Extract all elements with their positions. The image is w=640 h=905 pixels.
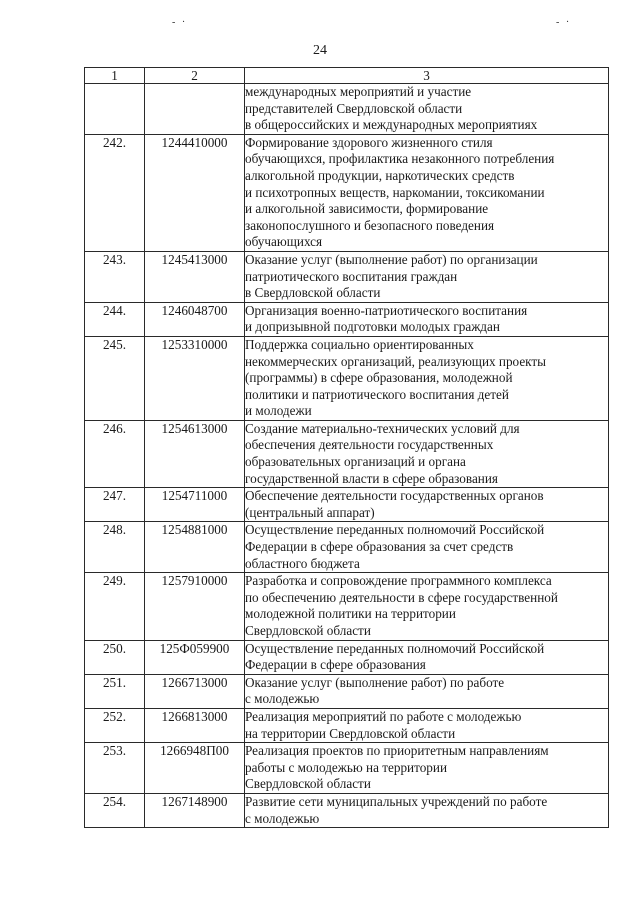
row-code: 1257910000 [145,573,245,640]
table-row [85,708,609,742]
row-description [245,134,609,251]
row-code: 1253310000 [145,336,245,420]
text-line: международных мероприятий и участие [245,84,472,99]
table-row [85,793,609,827]
row-code: 1246048700 [145,302,245,336]
top-scan-marks [0,18,640,28]
row-number: 242. [85,134,145,251]
text-line: Оказание услуг (выполнение работ) по организации [245,251,538,267]
text-line: Реализация мероприятий по работе с молодежью [245,708,522,724]
row-code: 1245413000 [145,251,245,302]
text-line: работы с молодежью на территории [245,759,448,775]
table-row [85,743,609,794]
text-line: представителей Свердловской области [245,100,463,116]
text-line: образовательных организаций и органа [245,454,466,470]
document-table [84,67,609,828]
text-line: молодежной политики на территории [245,606,456,622]
text-line: обучающихся, профилактика незаконного потребления [245,151,555,167]
row-code: 1266713000 [145,674,245,708]
row-description [245,674,609,708]
continuation-num-cell [85,84,145,135]
row-code: 1266813000 [145,708,245,742]
row-number: 252. [85,708,145,742]
text-line: Организация военно-патриотического воспитания [245,302,528,318]
text-line: Федерации в сфере образования за счет средств [245,539,514,555]
row-number: 253. [85,743,145,794]
row-description [245,336,609,420]
text-line: Разработка и сопровождение программного комплекса [245,573,552,589]
continuation-code-cell [145,84,245,135]
row-description [245,420,609,487]
text-line: патриотического воспитания граждан [245,268,458,284]
row-code: 1267148900 [145,793,245,827]
row-number: 244. [85,302,145,336]
header-col-3: 3 [245,68,609,84]
text-line: и допризывной подготовки молодых граждан [245,319,500,335]
text-line: Федерации в сфере образования [245,657,426,673]
row-number: 249. [85,573,145,640]
text-line: Развитие сети муниципальных учреждений по работе [245,793,548,809]
text-line: Осуществление переданных полномочий Российской [245,522,545,538]
row-description [245,793,609,827]
table-row [85,302,609,336]
table-row [85,134,609,251]
row-number: 243. [85,251,145,302]
row-number: 247. [85,488,145,522]
header-col-1: 1 [85,68,145,84]
table-row [85,488,609,522]
row-number: 246. [85,420,145,487]
text-line: Формирование здорового жизненного стиля [245,134,493,150]
text-line: Осуществление переданных полномочий Российской [245,640,545,656]
text-line: некоммерческих организаций, реализующих проекты [245,353,547,369]
text-line: Обеспечение деятельности государственных органов [245,488,544,504]
table-row [85,674,609,708]
text-line: областного бюджета [245,555,360,571]
text-line: законопослушного и безопасного поведения [245,217,495,233]
text-line: государственной власти в сфере образования [245,470,498,486]
table-row [85,573,609,640]
text-line: политики и патриотического воспитания детей [245,386,509,402]
page-number: 24 [313,43,327,58]
text-line: обучающихся [245,234,323,250]
text-line: Свердловской области [245,776,371,792]
text-line: и молодежи [245,403,312,419]
row-number: 251. [85,674,145,708]
row-number: 254. [85,793,145,827]
row-code: 1254711000 [145,488,245,522]
continuation-text-cell [245,84,609,135]
text-line: в Свердловской области [245,285,381,301]
text-line: (программы) в сфере образования, молодежной [245,370,513,386]
text-line: обеспечения деятельности государственных [245,437,494,453]
row-code: 1244410000 [145,134,245,251]
text-line: Оказание услуг (выполнение работ) по работе [245,674,505,690]
table-header-row [85,68,609,84]
row-number: 245. [85,336,145,420]
text-line: и алкогольной зависимости, формирование [245,201,489,217]
row-code: 1266948П00 [145,743,245,794]
text-line: по обеспечению деятельности в сфере государственной [245,589,558,605]
text-line: с молодежью [245,691,320,707]
text-line: Свердловской области [245,623,371,638]
continuation-row [85,84,609,135]
header-col-2: 2 [145,68,245,84]
row-code: 125Ф059900 [145,640,245,674]
text-line: Поддержка социально ориентированных [245,336,474,352]
text-line: в общероссийских и международных мероприятиях [245,117,538,133]
table-row [85,420,609,487]
row-number: 250. [85,640,145,674]
table-row [85,336,609,420]
row-description [245,708,609,742]
row-number: 248. [85,522,145,573]
top-mark-right: - · [556,17,572,28]
row-description [245,640,609,674]
text-line: с молодежью [245,810,320,826]
table-row [85,251,609,302]
row-description [245,743,609,794]
text-line: Реализация проектов по приоритетным направлениям [245,743,549,759]
row-description [245,573,609,640]
row-description [245,488,609,522]
table-row [85,640,609,674]
text-line: Создание материально-технических условий для [245,420,520,436]
row-code: 1254881000 [145,522,245,573]
text-line: и психотропных веществ, наркомании, токсикомании [245,184,545,200]
text-line: алкогольной продукции, наркотических средств [245,167,515,183]
top-mark-left: - · [172,17,188,28]
text-line: (центральный аппарат) [245,504,375,520]
row-description [245,251,609,302]
row-description [245,522,609,573]
row-description [245,302,609,336]
table-row [85,522,609,573]
row-code: 1254613000 [145,420,245,487]
text-line: на территории Свердловской области [245,725,456,741]
